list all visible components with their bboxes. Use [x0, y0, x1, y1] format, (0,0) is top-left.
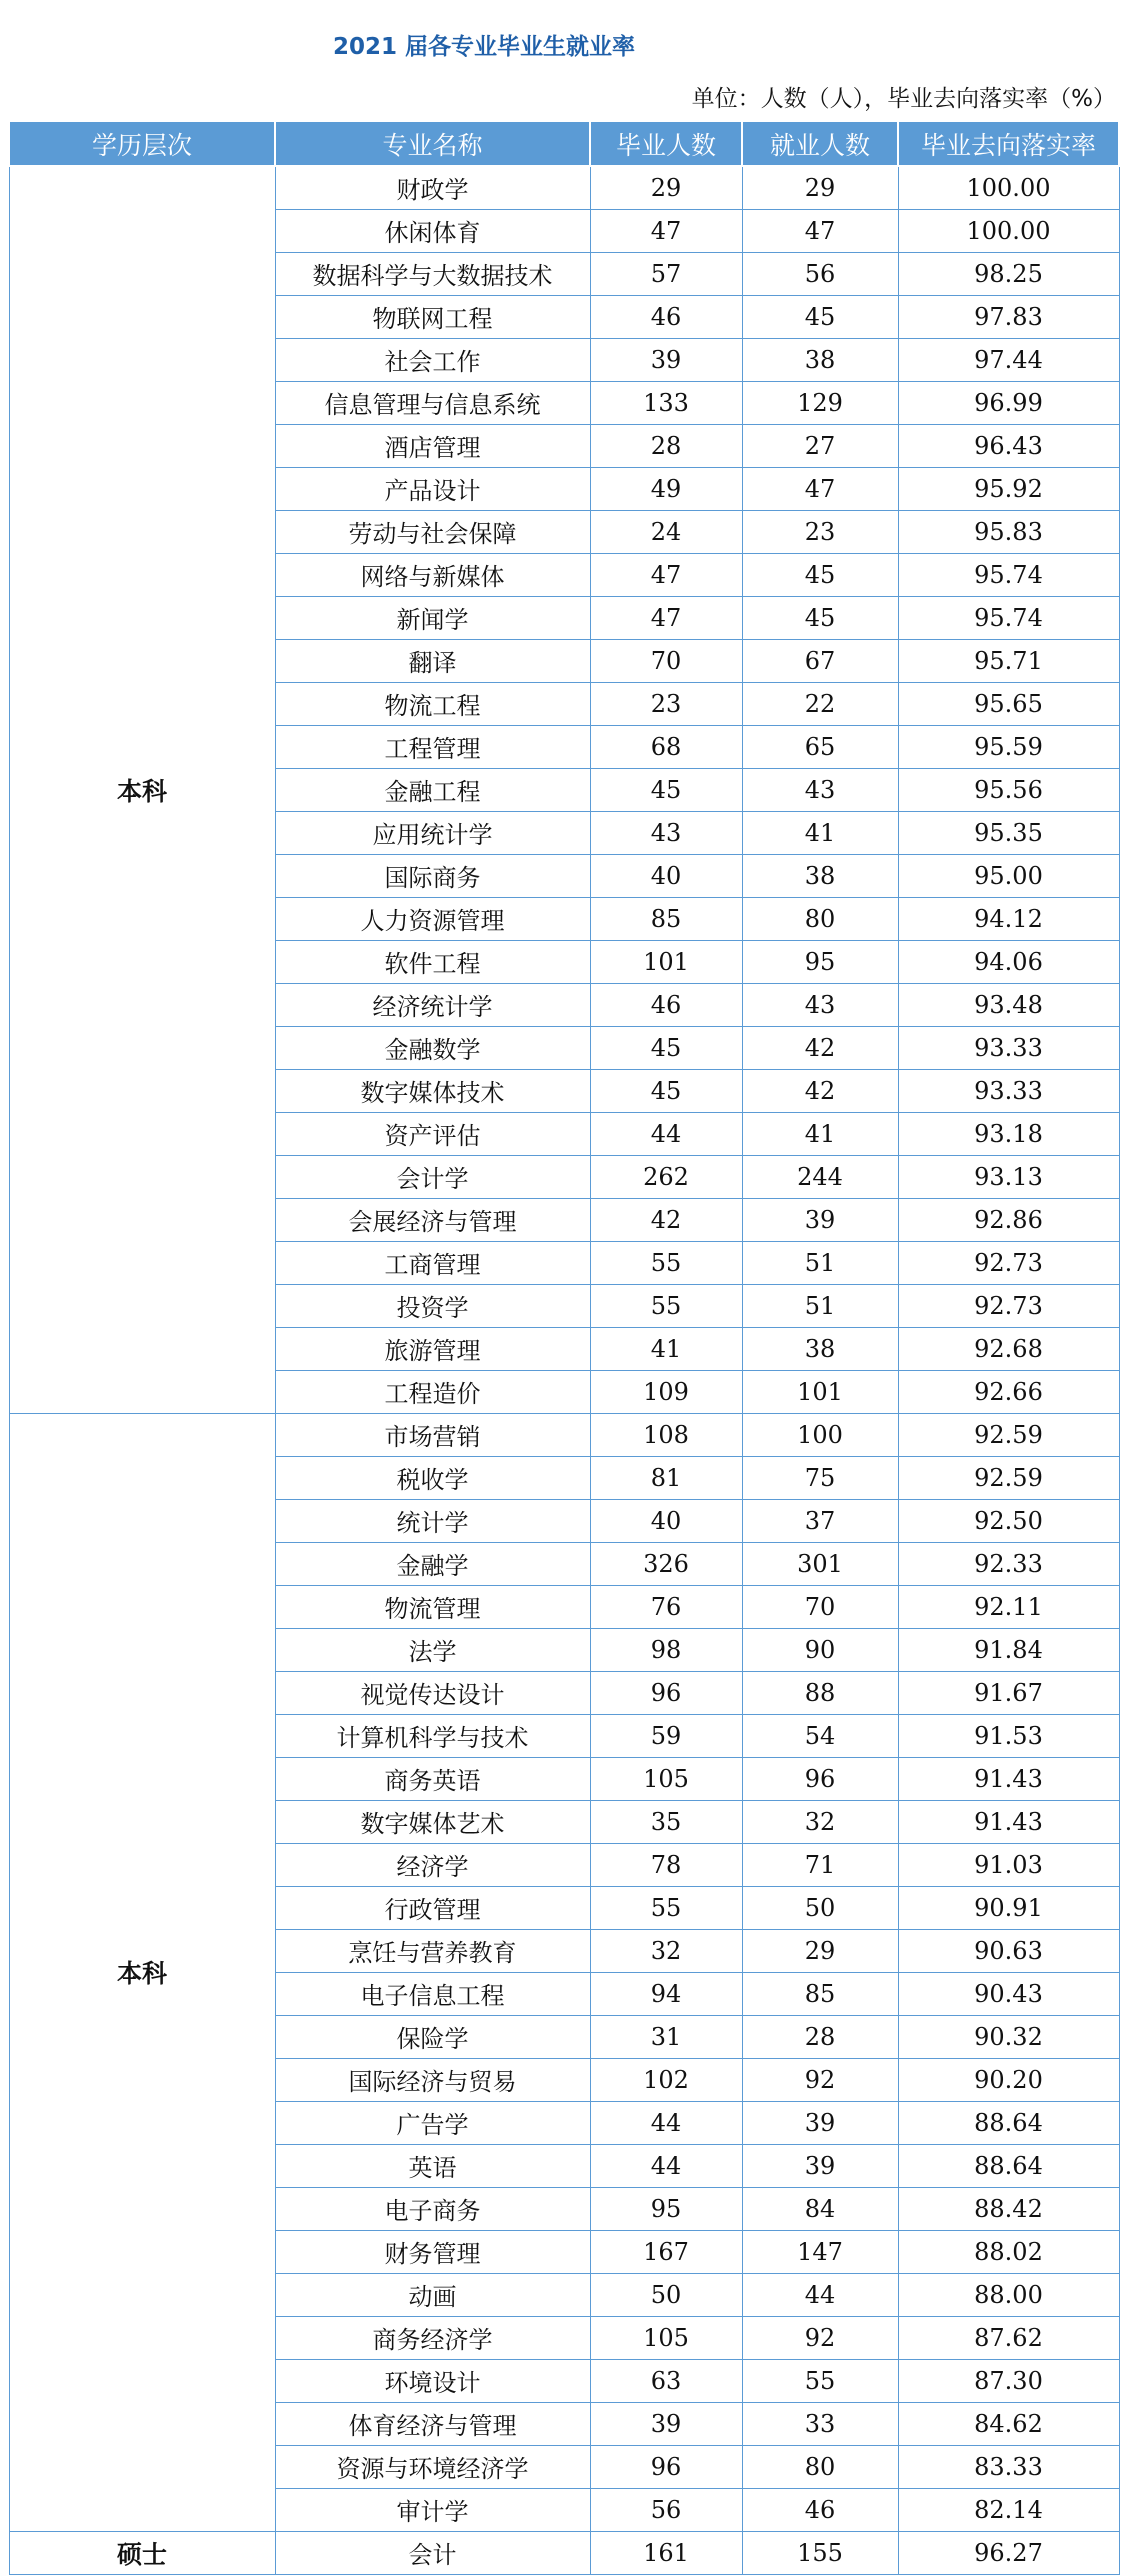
employed-cell: 39: [742, 2101, 898, 2144]
rate-cell: 82.14: [898, 2488, 1119, 2531]
level-cell: 本科: [9, 1413, 275, 2531]
level-cell: 本科: [9, 166, 275, 1413]
level-cell: 硕士: [9, 2531, 275, 2574]
major-cell: 国际商务: [275, 854, 590, 897]
rate-cell: 93.33: [898, 1069, 1119, 1112]
major-cell: 经济统计学: [275, 983, 590, 1026]
major-cell: 资源与环境经济学: [275, 2445, 590, 2488]
major-cell: 人力资源管理: [275, 897, 590, 940]
graduates-cell: 326: [590, 1542, 742, 1585]
rate-cell: 96.99: [898, 381, 1119, 424]
employed-cell: 43: [742, 983, 898, 1026]
major-cell: 统计学: [275, 1499, 590, 1542]
graduates-cell: 29: [590, 166, 742, 209]
employed-cell: 129: [742, 381, 898, 424]
graduates-cell: 45: [590, 1026, 742, 1069]
employed-cell: 42: [742, 1069, 898, 1112]
graduates-cell: 41: [590, 1327, 742, 1370]
employed-cell: 23: [742, 510, 898, 553]
major-cell: 数据科学与大数据技术: [275, 252, 590, 295]
major-cell: 休闲体育: [275, 209, 590, 252]
rate-cell: 90.32: [898, 2015, 1119, 2058]
major-cell: 数字媒体艺术: [275, 1800, 590, 1843]
employed-cell: 51: [742, 1241, 898, 1284]
rate-cell: 92.59: [898, 1413, 1119, 1456]
major-cell: 电子商务: [275, 2187, 590, 2230]
major-cell: 劳动与社会保障: [275, 510, 590, 553]
major-cell: 保险学: [275, 2015, 590, 2058]
graduates-cell: 45: [590, 1069, 742, 1112]
graduates-cell: 50: [590, 2273, 742, 2316]
graduates-cell: 70: [590, 639, 742, 682]
graduates-cell: 133: [590, 381, 742, 424]
table-row: [9, 1413, 1119, 1456]
employed-cell: 101: [742, 1370, 898, 1413]
graduates-cell: 42: [590, 1198, 742, 1241]
rate-cell: 84.62: [898, 2402, 1119, 2445]
rate-cell: 91.43: [898, 1800, 1119, 1843]
employed-cell: 29: [742, 1929, 898, 1972]
header-row: [9, 121, 1119, 166]
major-cell: 英语: [275, 2144, 590, 2187]
table-row: [9, 166, 1119, 209]
rate-cell: 95.56: [898, 768, 1119, 811]
rate-cell: 93.13: [898, 1155, 1119, 1198]
employed-cell: 39: [742, 2144, 898, 2187]
graduates-cell: 56: [590, 2488, 742, 2531]
major-cell: 酒店管理: [275, 424, 590, 467]
employed-cell: 45: [742, 295, 898, 338]
employed-cell: 90: [742, 1628, 898, 1671]
rate-cell: 97.83: [898, 295, 1119, 338]
rate-cell: 96.43: [898, 424, 1119, 467]
employed-cell: 88: [742, 1671, 898, 1714]
graduates-cell: 95: [590, 2187, 742, 2230]
rate-cell: 95.65: [898, 682, 1119, 725]
graduates-cell: 96: [590, 1671, 742, 1714]
employed-cell: 65: [742, 725, 898, 768]
header-major: 专业名称: [275, 121, 590, 166]
major-cell: 产品设计: [275, 467, 590, 510]
graduates-cell: 47: [590, 553, 742, 596]
employed-cell: 147: [742, 2230, 898, 2273]
graduates-cell: 39: [590, 2402, 742, 2445]
graduates-cell: 105: [590, 2316, 742, 2359]
table-body: [9, 166, 1119, 2574]
employed-cell: 28: [742, 2015, 898, 2058]
major-cell: 物流管理: [275, 1585, 590, 1628]
employed-cell: 38: [742, 1327, 898, 1370]
header-rate: 毕业去向落实率: [898, 121, 1119, 166]
major-cell: 国际经济与贸易: [275, 2058, 590, 2101]
rate-cell: 95.92: [898, 467, 1119, 510]
employed-cell: 27: [742, 424, 898, 467]
major-cell: 信息管理与信息系统: [275, 381, 590, 424]
major-cell: 旅游管理: [275, 1327, 590, 1370]
employed-cell: 67: [742, 639, 898, 682]
graduates-cell: 161: [590, 2531, 742, 2574]
graduates-cell: 40: [590, 854, 742, 897]
major-cell: 体育经济与管理: [275, 2402, 590, 2445]
rate-cell: 98.25: [898, 252, 1119, 295]
rate-cell: 92.68: [898, 1327, 1119, 1370]
employed-cell: 80: [742, 897, 898, 940]
header-level: 学历层次: [9, 121, 275, 166]
employed-cell: 244: [742, 1155, 898, 1198]
rate-cell: 94.12: [898, 897, 1119, 940]
employed-cell: 50: [742, 1886, 898, 1929]
graduates-cell: 109: [590, 1370, 742, 1413]
major-cell: 市场营销: [275, 1413, 590, 1456]
employed-cell: 42: [742, 1026, 898, 1069]
rate-cell: 95.74: [898, 596, 1119, 639]
major-cell: 广告学: [275, 2101, 590, 2144]
major-cell: 行政管理: [275, 1886, 590, 1929]
rate-cell: 91.43: [898, 1757, 1119, 1800]
employed-cell: 41: [742, 1112, 898, 1155]
graduates-cell: 44: [590, 2101, 742, 2144]
header-graduates: 毕业人数: [590, 121, 742, 166]
major-cell: 工商管理: [275, 1241, 590, 1284]
rate-cell: 93.48: [898, 983, 1119, 1026]
major-cell: 会计学: [275, 1155, 590, 1198]
graduates-cell: 94: [590, 1972, 742, 2015]
graduates-cell: 167: [590, 2230, 742, 2273]
graduates-cell: 32: [590, 1929, 742, 1972]
major-cell: 环境设计: [275, 2359, 590, 2402]
graduates-cell: 105: [590, 1757, 742, 1800]
rate-cell: 97.44: [898, 338, 1119, 381]
rate-cell: 92.59: [898, 1456, 1119, 1499]
rate-cell: 95.83: [898, 510, 1119, 553]
table-title: 2021 届各专业毕业生就业率: [332, 34, 636, 60]
major-cell: 软件工程: [275, 940, 590, 983]
graduates-cell: 45: [590, 768, 742, 811]
major-cell: 计算机科学与技术: [275, 1714, 590, 1757]
major-cell: 投资学: [275, 1284, 590, 1327]
employed-cell: 45: [742, 553, 898, 596]
graduates-cell: 96: [590, 2445, 742, 2488]
table-row: [9, 2531, 1119, 2574]
rate-cell: 92.11: [898, 1585, 1119, 1628]
rate-cell: 92.73: [898, 1284, 1119, 1327]
employed-cell: 301: [742, 1542, 898, 1585]
rate-cell: 88.00: [898, 2273, 1119, 2316]
rate-cell: 92.50: [898, 1499, 1119, 1542]
employment-rate-table: [8, 120, 1120, 2575]
major-cell: 金融数学: [275, 1026, 590, 1069]
graduates-cell: 59: [590, 1714, 742, 1757]
graduates-cell: 46: [590, 983, 742, 1026]
rate-cell: 95.59: [898, 725, 1119, 768]
graduates-cell: 35: [590, 1800, 742, 1843]
major-cell: 翻译: [275, 639, 590, 682]
rate-cell: 95.71: [898, 639, 1119, 682]
graduates-cell: 55: [590, 1284, 742, 1327]
major-cell: 会计: [275, 2531, 590, 2574]
rate-cell: 88.64: [898, 2144, 1119, 2187]
major-cell: 经济学: [275, 1843, 590, 1886]
major-cell: 视觉传达设计: [275, 1671, 590, 1714]
graduates-cell: 108: [590, 1413, 742, 1456]
rate-cell: 96.27: [898, 2531, 1119, 2574]
employed-cell: 41: [742, 811, 898, 854]
rate-cell: 87.62: [898, 2316, 1119, 2359]
rate-cell: 95.74: [898, 553, 1119, 596]
employed-cell: 39: [742, 1198, 898, 1241]
employed-cell: 84: [742, 2187, 898, 2230]
graduates-cell: 102: [590, 2058, 742, 2101]
rate-cell: 90.91: [898, 1886, 1119, 1929]
graduates-cell: 46: [590, 295, 742, 338]
major-cell: 物联网工程: [275, 295, 590, 338]
rate-cell: 88.42: [898, 2187, 1119, 2230]
employed-cell: 37: [742, 1499, 898, 1542]
rate-cell: 94.06: [898, 940, 1119, 983]
rate-cell: 93.18: [898, 1112, 1119, 1155]
employed-cell: 46: [742, 2488, 898, 2531]
graduates-cell: 76: [590, 1585, 742, 1628]
major-cell: 工程管理: [275, 725, 590, 768]
rate-cell: 90.43: [898, 1972, 1119, 2015]
major-cell: 财政学: [275, 166, 590, 209]
rate-cell: 95.00: [898, 854, 1119, 897]
graduates-cell: 47: [590, 596, 742, 639]
rate-cell: 91.53: [898, 1714, 1119, 1757]
major-cell: 烹饪与营养教育: [275, 1929, 590, 1972]
employed-cell: 155: [742, 2531, 898, 2574]
graduates-cell: 85: [590, 897, 742, 940]
graduates-cell: 44: [590, 2144, 742, 2187]
employed-cell: 75: [742, 1456, 898, 1499]
employed-cell: 85: [742, 1972, 898, 2015]
employed-cell: 100: [742, 1413, 898, 1456]
rate-cell: 92.86: [898, 1198, 1119, 1241]
major-cell: 会展经济与管理: [275, 1198, 590, 1241]
rate-cell: 88.02: [898, 2230, 1119, 2273]
rate-cell: 92.33: [898, 1542, 1119, 1585]
major-cell: 商务经济学: [275, 2316, 590, 2359]
rate-cell: 92.66: [898, 1370, 1119, 1413]
major-cell: 资产评估: [275, 1112, 590, 1155]
graduates-cell: 57: [590, 252, 742, 295]
graduates-cell: 101: [590, 940, 742, 983]
major-cell: 工程造价: [275, 1370, 590, 1413]
employed-cell: 33: [742, 2402, 898, 2445]
graduates-cell: 31: [590, 2015, 742, 2058]
employed-cell: 47: [742, 209, 898, 252]
major-cell: 金融工程: [275, 768, 590, 811]
graduates-cell: 39: [590, 338, 742, 381]
rate-cell: 100.00: [898, 166, 1119, 209]
graduates-cell: 68: [590, 725, 742, 768]
graduates-cell: 55: [590, 1886, 742, 1929]
rate-cell: 91.67: [898, 1671, 1119, 1714]
major-cell: 应用统计学: [275, 811, 590, 854]
graduates-cell: 40: [590, 1499, 742, 1542]
employed-cell: 80: [742, 2445, 898, 2488]
major-cell: 物流工程: [275, 682, 590, 725]
employed-cell: 92: [742, 2316, 898, 2359]
employed-cell: 29: [742, 166, 898, 209]
graduates-cell: 43: [590, 811, 742, 854]
graduates-cell: 47: [590, 209, 742, 252]
rate-cell: 91.84: [898, 1628, 1119, 1671]
unit-note: 单位：人数（人），毕业去向落实率（%）: [691, 86, 1116, 112]
employed-cell: 54: [742, 1714, 898, 1757]
graduates-cell: 49: [590, 467, 742, 510]
rate-cell: 95.35: [898, 811, 1119, 854]
graduates-cell: 262: [590, 1155, 742, 1198]
graduates-cell: 98: [590, 1628, 742, 1671]
graduates-cell: 23: [590, 682, 742, 725]
graduates-cell: 63: [590, 2359, 742, 2402]
rate-cell: 87.30: [898, 2359, 1119, 2402]
employed-cell: 38: [742, 854, 898, 897]
employed-cell: 44: [742, 2273, 898, 2316]
graduates-cell: 81: [590, 1456, 742, 1499]
major-cell: 审计学: [275, 2488, 590, 2531]
employed-cell: 70: [742, 1585, 898, 1628]
major-cell: 财务管理: [275, 2230, 590, 2273]
graduates-cell: 55: [590, 1241, 742, 1284]
major-cell: 动画: [275, 2273, 590, 2316]
employed-cell: 96: [742, 1757, 898, 1800]
employed-cell: 32: [742, 1800, 898, 1843]
employed-cell: 47: [742, 467, 898, 510]
employed-cell: 38: [742, 338, 898, 381]
major-cell: 法学: [275, 1628, 590, 1671]
graduates-cell: 44: [590, 1112, 742, 1155]
major-cell: 电子信息工程: [275, 1972, 590, 2015]
employed-cell: 45: [742, 596, 898, 639]
rate-cell: 100.00: [898, 209, 1119, 252]
employed-cell: 71: [742, 1843, 898, 1886]
rate-cell: 90.63: [898, 1929, 1119, 1972]
major-cell: 社会工作: [275, 338, 590, 381]
graduates-cell: 78: [590, 1843, 742, 1886]
employed-cell: 22: [742, 682, 898, 725]
rate-cell: 88.64: [898, 2101, 1119, 2144]
major-cell: 商务英语: [275, 1757, 590, 1800]
major-cell: 网络与新媒体: [275, 553, 590, 596]
employed-cell: 55: [742, 2359, 898, 2402]
employed-cell: 56: [742, 252, 898, 295]
employed-cell: 92: [742, 2058, 898, 2101]
employed-cell: 51: [742, 1284, 898, 1327]
major-cell: 税收学: [275, 1456, 590, 1499]
major-cell: 金融学: [275, 1542, 590, 1585]
rate-cell: 92.73: [898, 1241, 1119, 1284]
header-employed: 就业人数: [742, 121, 898, 166]
rate-cell: 90.20: [898, 2058, 1119, 2101]
rate-cell: 83.33: [898, 2445, 1119, 2488]
employed-cell: 43: [742, 768, 898, 811]
graduates-cell: 24: [590, 510, 742, 553]
graduates-cell: 28: [590, 424, 742, 467]
employed-cell: 95: [742, 940, 898, 983]
major-cell: 数字媒体技术: [275, 1069, 590, 1112]
rate-cell: 91.03: [898, 1843, 1119, 1886]
major-cell: 新闻学: [275, 596, 590, 639]
rate-cell: 93.33: [898, 1026, 1119, 1069]
